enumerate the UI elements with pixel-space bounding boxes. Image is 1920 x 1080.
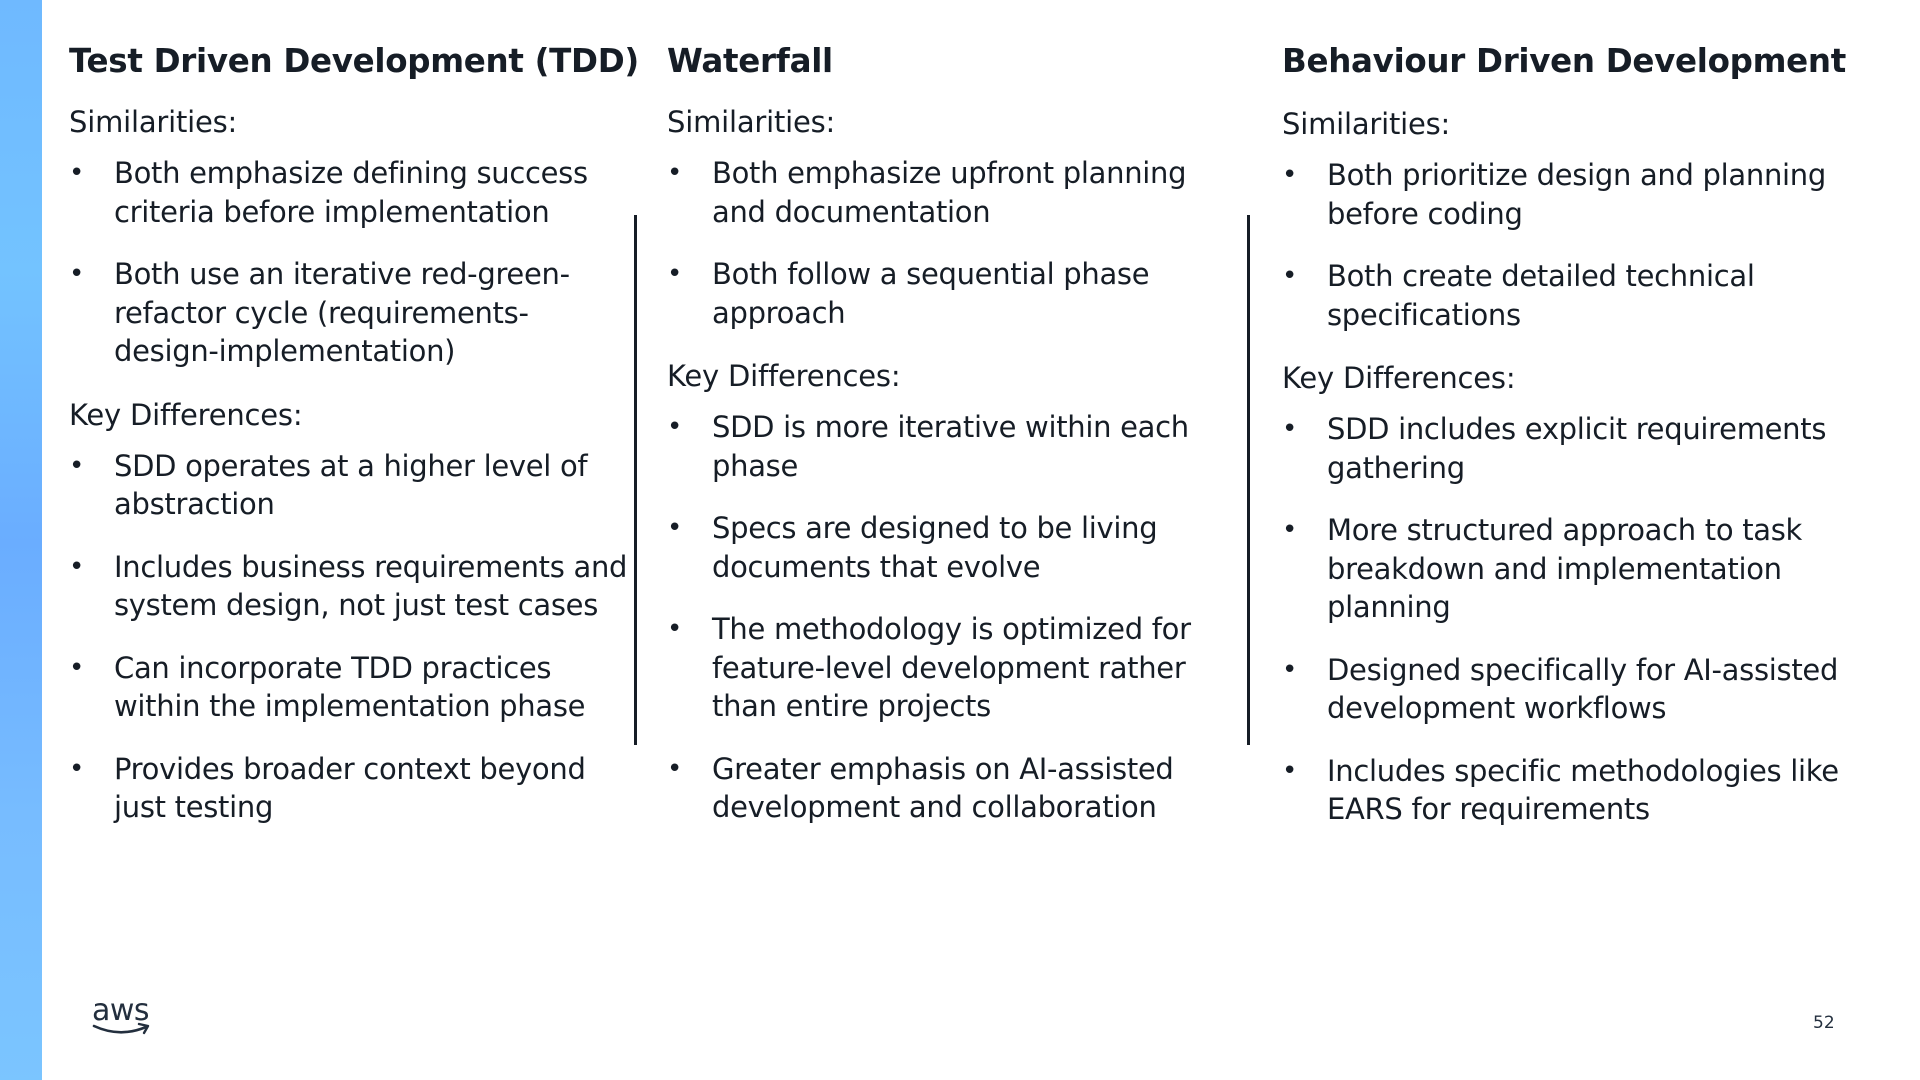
list-item: • The methodology is optimized for feature-level development rather than entire projects: [667, 610, 1227, 726]
bdd-column: [1282, 36, 1862, 853]
similarities-list: [1282, 156, 1862, 334]
tdd-column: [69, 36, 639, 851]
differences-label: Key Differences:: [667, 359, 901, 393]
list-item: • More structured approach to task breakdown and implementation planning: [1282, 511, 1862, 627]
similarities-label: Similarities:: [1282, 107, 1451, 141]
list-item: • Both use an iterative red-green-refactor cycle (requirements-design-implementation): [69, 255, 629, 371]
differences-list: [69, 447, 629, 827]
list-item: • SDD operates at a higher level of abstraction: [69, 447, 629, 524]
list-item: • Both emphasize defining success criteria before implementation: [69, 154, 629, 231]
column-title: Behaviour Driven Development: [1282, 42, 1847, 80]
list-item: • Greater emphasis on AI-assisted development and collaboration: [667, 750, 1227, 827]
differences-label: Key Differences:: [69, 397, 303, 432]
column-divider: [1247, 215, 1250, 745]
left-accent-bar: [0, 0, 42, 1080]
list-item: • Includes business requirements and system design, not just test cases: [69, 548, 629, 625]
list-item: • Both create detailed technical specifications: [1282, 257, 1862, 334]
page-number: 52: [1813, 1013, 1835, 1033]
aws-logo: [92, 993, 158, 1044]
list-item: • SDD includes explicit requirements gathering: [1282, 410, 1862, 487]
similarities-list: [667, 154, 1227, 332]
list-item: • Can incorporate TDD practices within the implementation phase: [69, 649, 629, 726]
list-item: • Includes specific methodologies like EARS for requirements: [1282, 752, 1862, 829]
list-item: • Both emphasize upfront planning and documentation: [667, 154, 1227, 231]
similarities-label: Similarities:: [69, 105, 238, 139]
column-title: Waterfall: [667, 42, 833, 80]
list-item: • Both follow a sequential phase approach: [667, 255, 1227, 332]
similarities-list: [69, 154, 629, 371]
column-title: Test Driven Development (TDD): [69, 42, 639, 80]
similarities-label: Similarities:: [667, 105, 836, 139]
waterfall-column: [667, 36, 1227, 851]
list-item: • Designed specifically for AI-assisted development workflows: [1282, 651, 1862, 728]
aws-logo-text: aws: [92, 993, 150, 1028]
list-item: • Both prioritize design and planning before coding: [1282, 156, 1862, 233]
list-item: • Specs are designed to be living documents that evolve: [667, 509, 1227, 586]
list-item: • SDD is more iterative within each phase: [667, 408, 1227, 485]
column-divider: [634, 215, 637, 745]
list-item: • Provides broader context beyond just testing: [69, 750, 629, 827]
differences-list: [1282, 410, 1862, 829]
differences-list: [667, 408, 1227, 827]
aws-smile-icon: [92, 1020, 154, 1040]
differences-label: Key Differences:: [1282, 361, 1516, 395]
